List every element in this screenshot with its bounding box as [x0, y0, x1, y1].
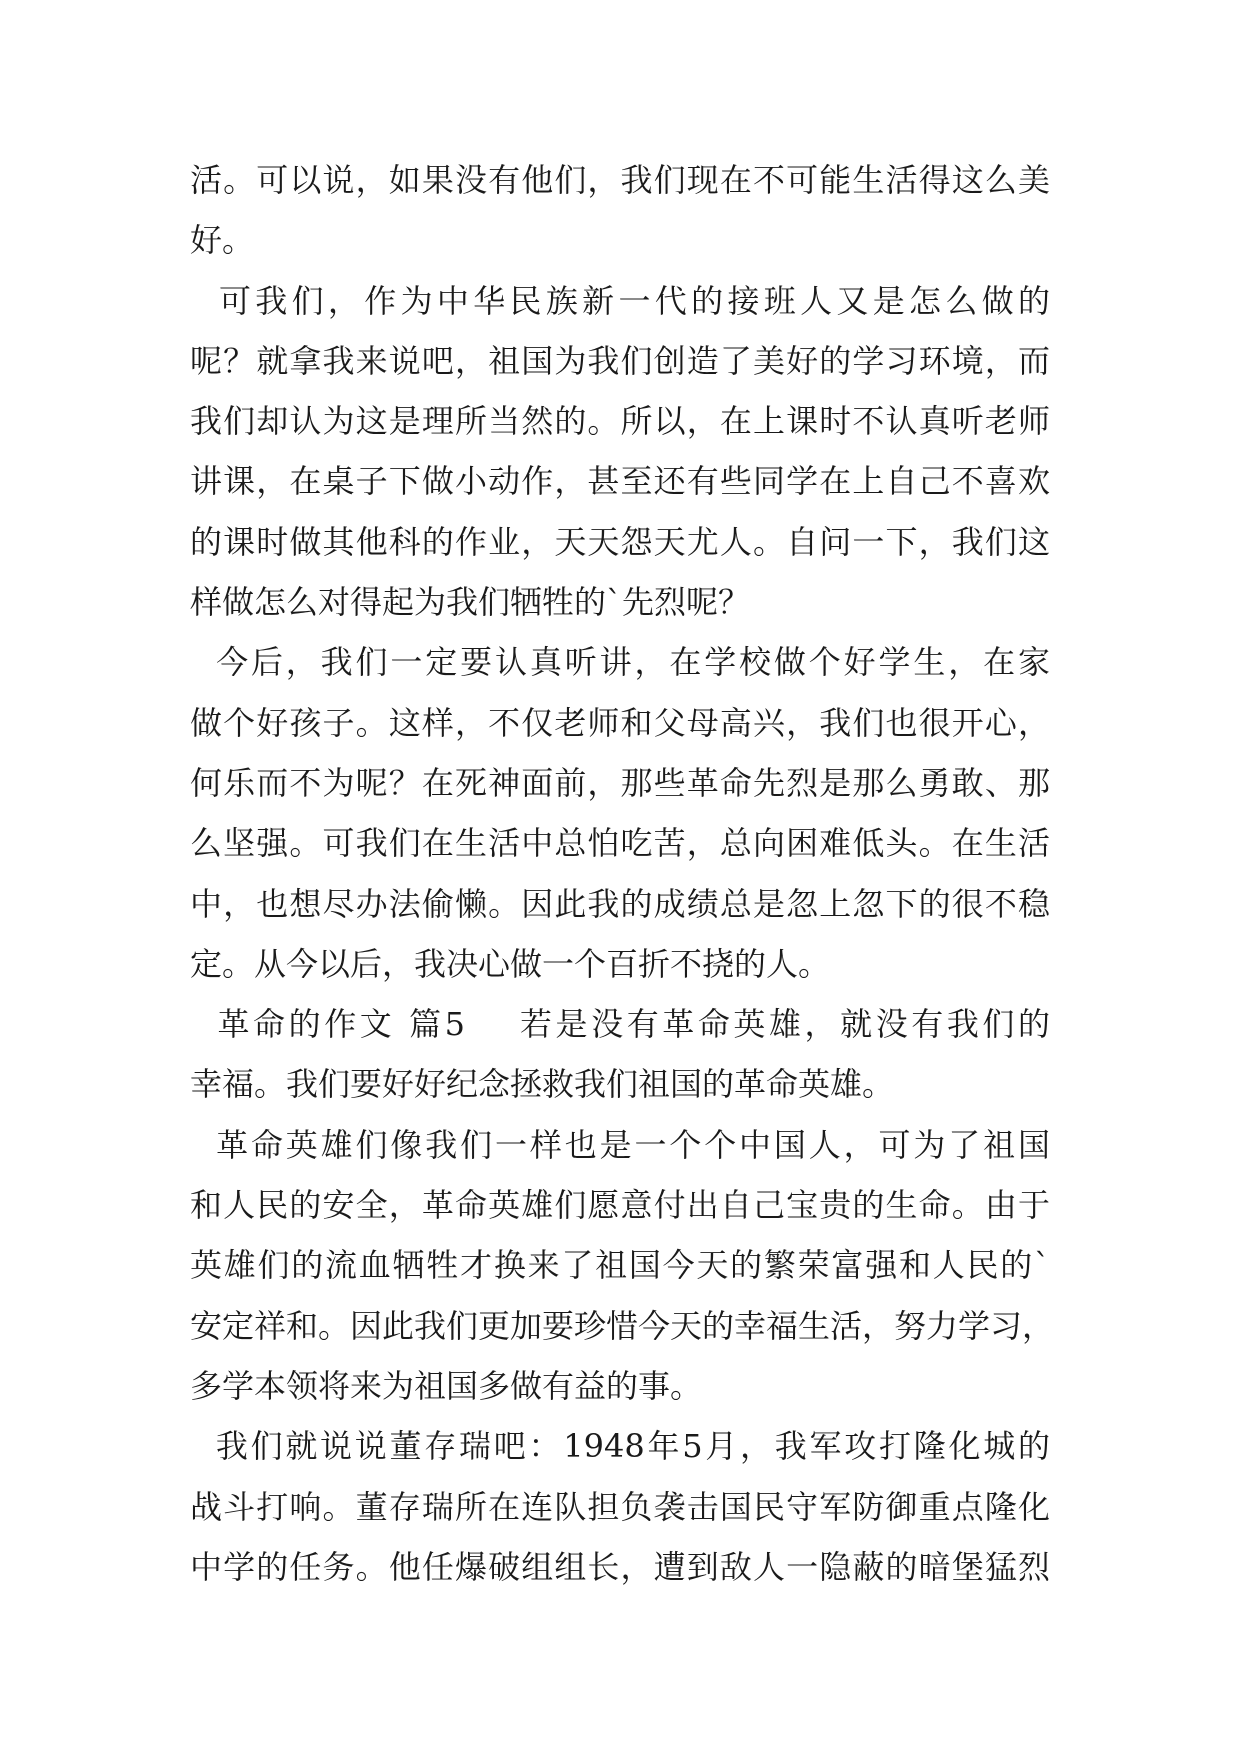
text-line: 战斗打响。董存瑞所在连队担负袭击国民守军防御重点隆化 [190, 1487, 1050, 1526]
text-line: 何乐而不为呢？在死神面前，那些革命先烈是那么勇敢、那 [190, 763, 1050, 802]
text-line: 么坚强。可我们在生活中总怕吃苦，总向困难低头。在生活 [190, 824, 1050, 863]
text-line: 今后，我们一定要认真听讲，在学校做个好学生，在家 [190, 643, 1050, 682]
text-line: 中学的任务。他任爆破组组长，遭到敌人一隐蔽的暗堡猛烈 [190, 1547, 1050, 1586]
text-line: 和人民的安全，革命英雄们愿意付出自己宝贵的生命。由于 [190, 1186, 1050, 1225]
text-line: 样做怎么对得起为我们牺牲的`先烈呢？ [190, 583, 751, 622]
text-line: 活。可以说，如果没有他们，我们现在不可能生活得这么美 [190, 161, 1050, 199]
text-line: 多学本领将来为祖国多做有益的事。 [190, 1366, 703, 1405]
text-line: 可我们，作为中华民族新一代的接班人又是怎么做的 [190, 281, 1050, 320]
text-line: 安定祥和。因此我们更加要珍惜今天的幸福生活，努力学习， [190, 1306, 1055, 1345]
text-line: 革命的作文 篇5 若是没有革命英雄，就没有我们的 [190, 1005, 1050, 1044]
text-line: 我们却认为这是理所当然的。所以，在上课时不认真听老师 [190, 402, 1050, 441]
document-body [190, 150, 1055, 1597]
text-line: 中，也想尽办法偷懒。因此我的成绩总是忽上忽下的很不稳 [190, 884, 1050, 923]
text-line: 定。从今以后，我决心做一个百折不挠的人。 [190, 944, 831, 983]
text-line: 幸福。我们要好好纪念拯救我们祖国的革命英雄。 [190, 1065, 895, 1104]
text-line: 讲课，在桌子下做小动作，甚至还有些同学在上自己不喜欢 [190, 462, 1050, 501]
text-line: 呢？就拿我来说吧，祖国为我们创造了美好的学习环境，而 [190, 341, 1050, 380]
text-line: 做个好孩子。这样，不仅老师和父母高兴，我们也很开心， [190, 703, 1050, 742]
text-line: 革命英雄们像我们一样也是一个个中国人，可为了祖国 [190, 1125, 1050, 1164]
text-line: 我们就说说董存瑞吧：1948年5月，我军攻打隆化城的 [190, 1427, 1050, 1466]
text-line: 的课时做其他科的作业，天天怨天尤人。自问一下，我们这 [190, 522, 1050, 561]
text-line: 好。 [190, 221, 255, 260]
text-line: 英雄们的流血牺牲才换来了祖国今天的繁荣富强和人民的` [190, 1246, 1050, 1285]
